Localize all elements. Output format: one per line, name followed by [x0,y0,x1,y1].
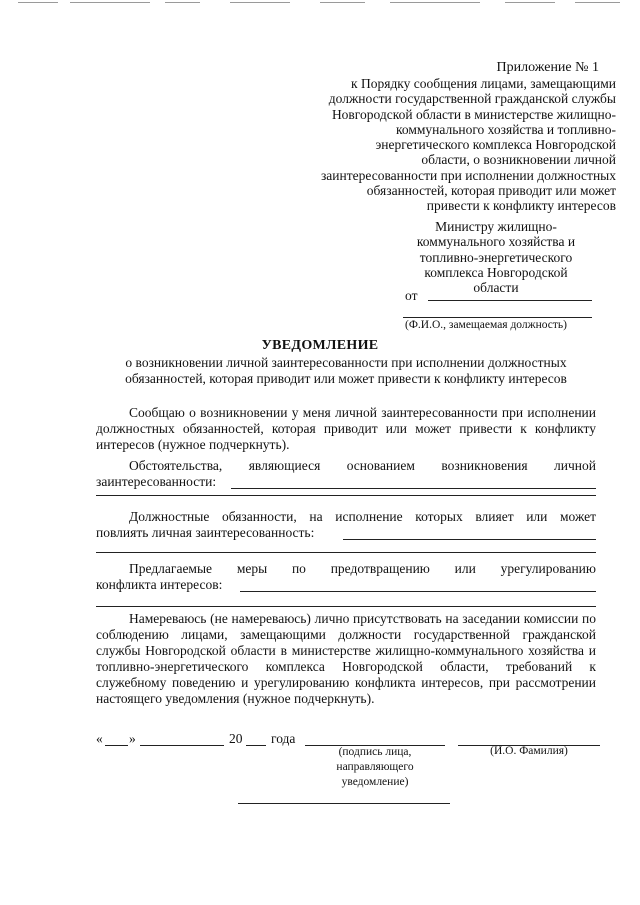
addressee-line: коммунального хозяйства и [416,234,576,250]
signature-caption-line: направляющего [336,761,414,773]
scan-edge-artifact [0,0,640,6]
duties-field-line2[interactable] [96,551,596,553]
fio-field[interactable] [458,731,600,746]
document-subtitle [96,355,596,386]
appendix-line: должности государственной гражданской службы [328,91,616,107]
addressee-line: области [473,280,519,296]
appendix-line: к Порядку сообщения лицами, замещающими [351,76,616,91]
appendix-line: энергетического комплекса Новгородской [375,137,616,153]
appendix-line: Новгородской области в министерстве жилищно- [331,106,616,122]
from-label: от [405,288,418,303]
appendix-number: Приложение № 1 [496,60,599,75]
appendix-line: обязанностей, которая приводит или может [366,183,616,199]
addressee-line: комплекса Новгородской [424,264,568,280]
signature-field[interactable] [305,731,445,746]
circumstances-field-line2[interactable] [96,494,596,496]
addressee-block [412,219,580,295]
date-open-quote: « [96,731,103,746]
signature-caption-line: уведомление) [341,776,409,788]
document-title: УВЕДОМЛЕНИЕ [261,338,379,353]
date-month-field[interactable] [140,731,224,746]
measures-field-line2[interactable] [96,605,596,607]
appendix-line: заинтересованности при исполнении должностных [320,167,616,183]
from-caption: (Ф.И.О., замещаемая должность) [405,319,567,331]
duties-label: повлиять личная заинтересованность: [96,525,315,540]
from-name-field[interactable] [428,287,592,301]
circumstances-label: заинтересованности: [96,474,217,489]
appendix-line: области, о возникновении личной [421,152,616,168]
subtitle-line: о возникновении личной заинтересованности при исполнении должностных [125,355,567,370]
circumstances-field[interactable] [231,474,596,489]
appendix-line: привести к конфликту интересов [426,198,616,214]
appendix-reference [283,76,616,214]
paragraph-notification: Сообщаю о возникновении у меня личной заинтересованности при исполнении должностных обязанностей, которая приводит или может привести к конфликту интересов (нужное подчеркнуть). [96,405,596,452]
date-year-suffix: года [271,731,296,746]
paragraph-intent: Намереваюсь (не намереваюсь) лично присутствовать на заседании комиссии по соблюдению лицами, замещающими должности государственной гражданской службы Новгородской области в министерстве жилищно-коммунального хозяйства и топливно-энергетического комплекса Новгородской области, требований к служебному поведению и урегулированию конфликта интересов, при рассмотрении настоящего уведомления (нужное подчеркнуть). [96,611,596,706]
appendix-line: коммунального хозяйства и топливно- [395,121,616,137]
from-position-field[interactable] [403,304,592,318]
paragraph-circumstances: Обстоятельства, являющиеся основанием возникновения личной [129,458,596,473]
signature-caption [305,745,445,790]
duties-field[interactable] [343,525,596,540]
measures-label: конфликта интересов: [96,577,223,592]
date-day-field[interactable] [105,731,128,746]
paragraph-duties: Должностные обязанности, на исполнение которых влияет или может [129,509,596,524]
signature-caption-line: (подпись лица, [338,746,412,758]
registration-field[interactable] [238,789,450,804]
date-year-field[interactable] [246,731,266,746]
fio-caption: (И.О. Фамилия) [490,745,568,757]
paragraph-measures: Предлагаемые меры по предотвращению или урегулированию [129,561,596,576]
date-year-prefix: 20 [229,731,243,746]
date-close-quote: » [129,731,136,746]
addressee-line: Министру жилищно- [435,219,557,234]
addressee-line: топливно-энергетического [419,249,573,265]
subtitle-line: обязанностей, которая приводит или может привести к конфликту интересов [125,370,567,386]
measures-field[interactable] [240,577,596,592]
